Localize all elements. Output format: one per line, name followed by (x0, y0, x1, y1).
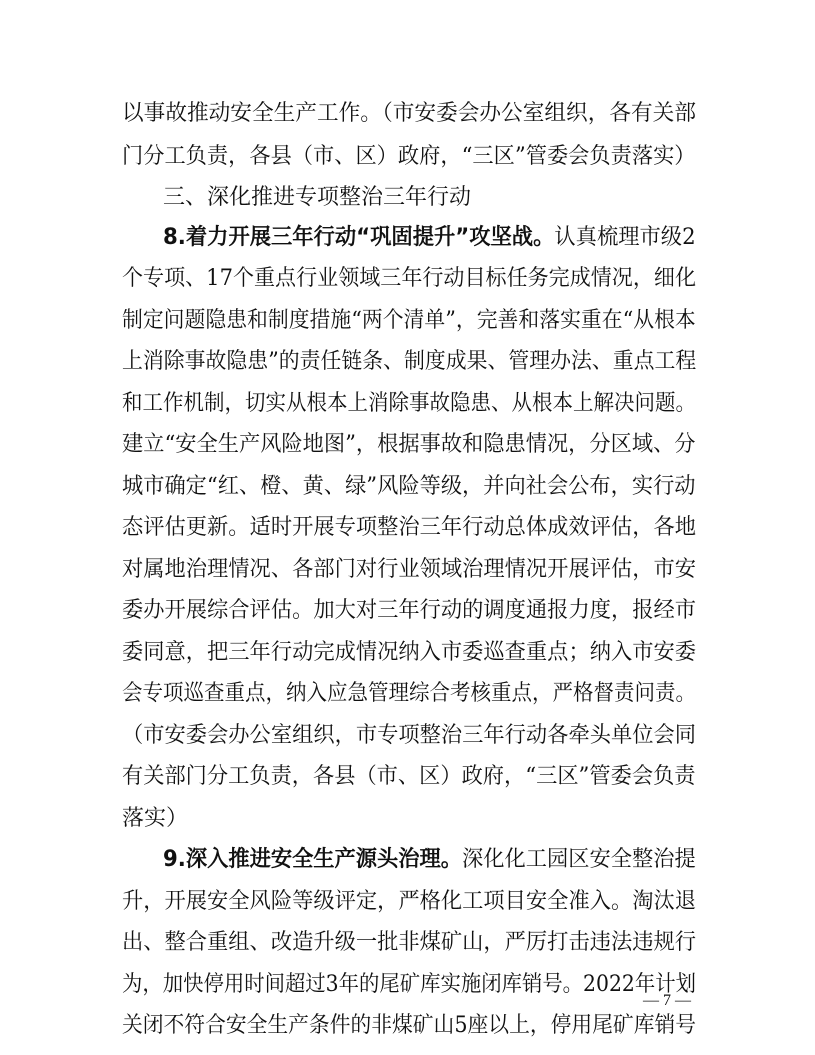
paragraph-line: 城市确定“红、橙、黄、绿”风险等级，并向社会公布，实行动 (122, 474, 696, 499)
paragraph-line: 有关部门分工负责，各县（市、区）政府，“三区”管委会负责 (122, 764, 696, 789)
paragraph-line: 升，开展安全风险等级评定，严格化工项目安全准入。淘汰退 (122, 889, 697, 914)
paragraph-line: 委办开展综合评估。加大对三年行动的调度通报力度，报经市 (122, 598, 697, 623)
paragraph-line: 制定问题隐患和制度措施“两个清单”，完善和落实重在“从根本 (122, 308, 696, 333)
paragraph-line: 态评估更新。适时开展专项整治三年行动总体成效评估，各地 (122, 515, 697, 540)
page-number: — 7 — (643, 992, 691, 1009)
item9-first-line-rest: 深化化工园区安全整治提 (462, 847, 696, 872)
item9-title: 9.深入推进安全生产源头治理。 (163, 847, 463, 872)
paragraph-line: 和工作机制，切实从根本上消除事故隐患、从根本上解决问题。 (122, 391, 697, 416)
paragraph-line: 会专项巡查重点，纳入应急管理综合考核重点，严格督责问责。 (122, 681, 697, 706)
paragraph-line: 关闭不符合安全生产条件的非煤矿山5座以上，停用尾矿库销号 (122, 1013, 696, 1038)
paragraph-line: 委同意，把三年行动完成情况纳入市委巡查重点；纳入市安委 (122, 640, 697, 665)
paragraph-line: 建立“安全生产风险地图”，根据事故和隐患情况，分区域、分 (122, 432, 696, 457)
paragraph-line: 以事故推动安全生产工作。（市安委会办公室组织，各有关部 (122, 101, 697, 126)
section-heading: 三、深化推进专项整治三年行动 (163, 185, 472, 210)
item8-title: 8.着力开展三年行动“巩固提升”攻坚战。 (163, 225, 555, 250)
paragraph-line: 出、整合重组、改造升级一批非煤矿山，严厉打击违法违规行 (122, 930, 697, 955)
paragraph-line: 上消除事故隐患”的责任链条、制度成果、管理办法、重点工程 (122, 349, 697, 374)
item8-first-line (163, 225, 696, 250)
paragraph-line: （市安委会办公室组织，市专项整治三年行动各牵头单位会同 (122, 723, 697, 748)
paragraph-line: 落实） (122, 806, 189, 831)
item9-first-line (163, 847, 696, 872)
paragraph-line: 门分工负责，各县（市、区）政府，“三区”管委会负责落实） (122, 144, 696, 169)
paragraph-line: 对属地治理情况、各部门对行业领域治理情况开展评估，市安 (122, 557, 697, 582)
paragraph-line: 为，加快停用时间超过3年的尾矿库实施闭库销号。2022年计划 (122, 972, 696, 997)
item8-first-line-rest: 认真梳理市级2 (554, 225, 696, 250)
paragraph-line: 个专项、17个重点行业领域三年行动目标任务完成情况，细化 (122, 266, 696, 291)
